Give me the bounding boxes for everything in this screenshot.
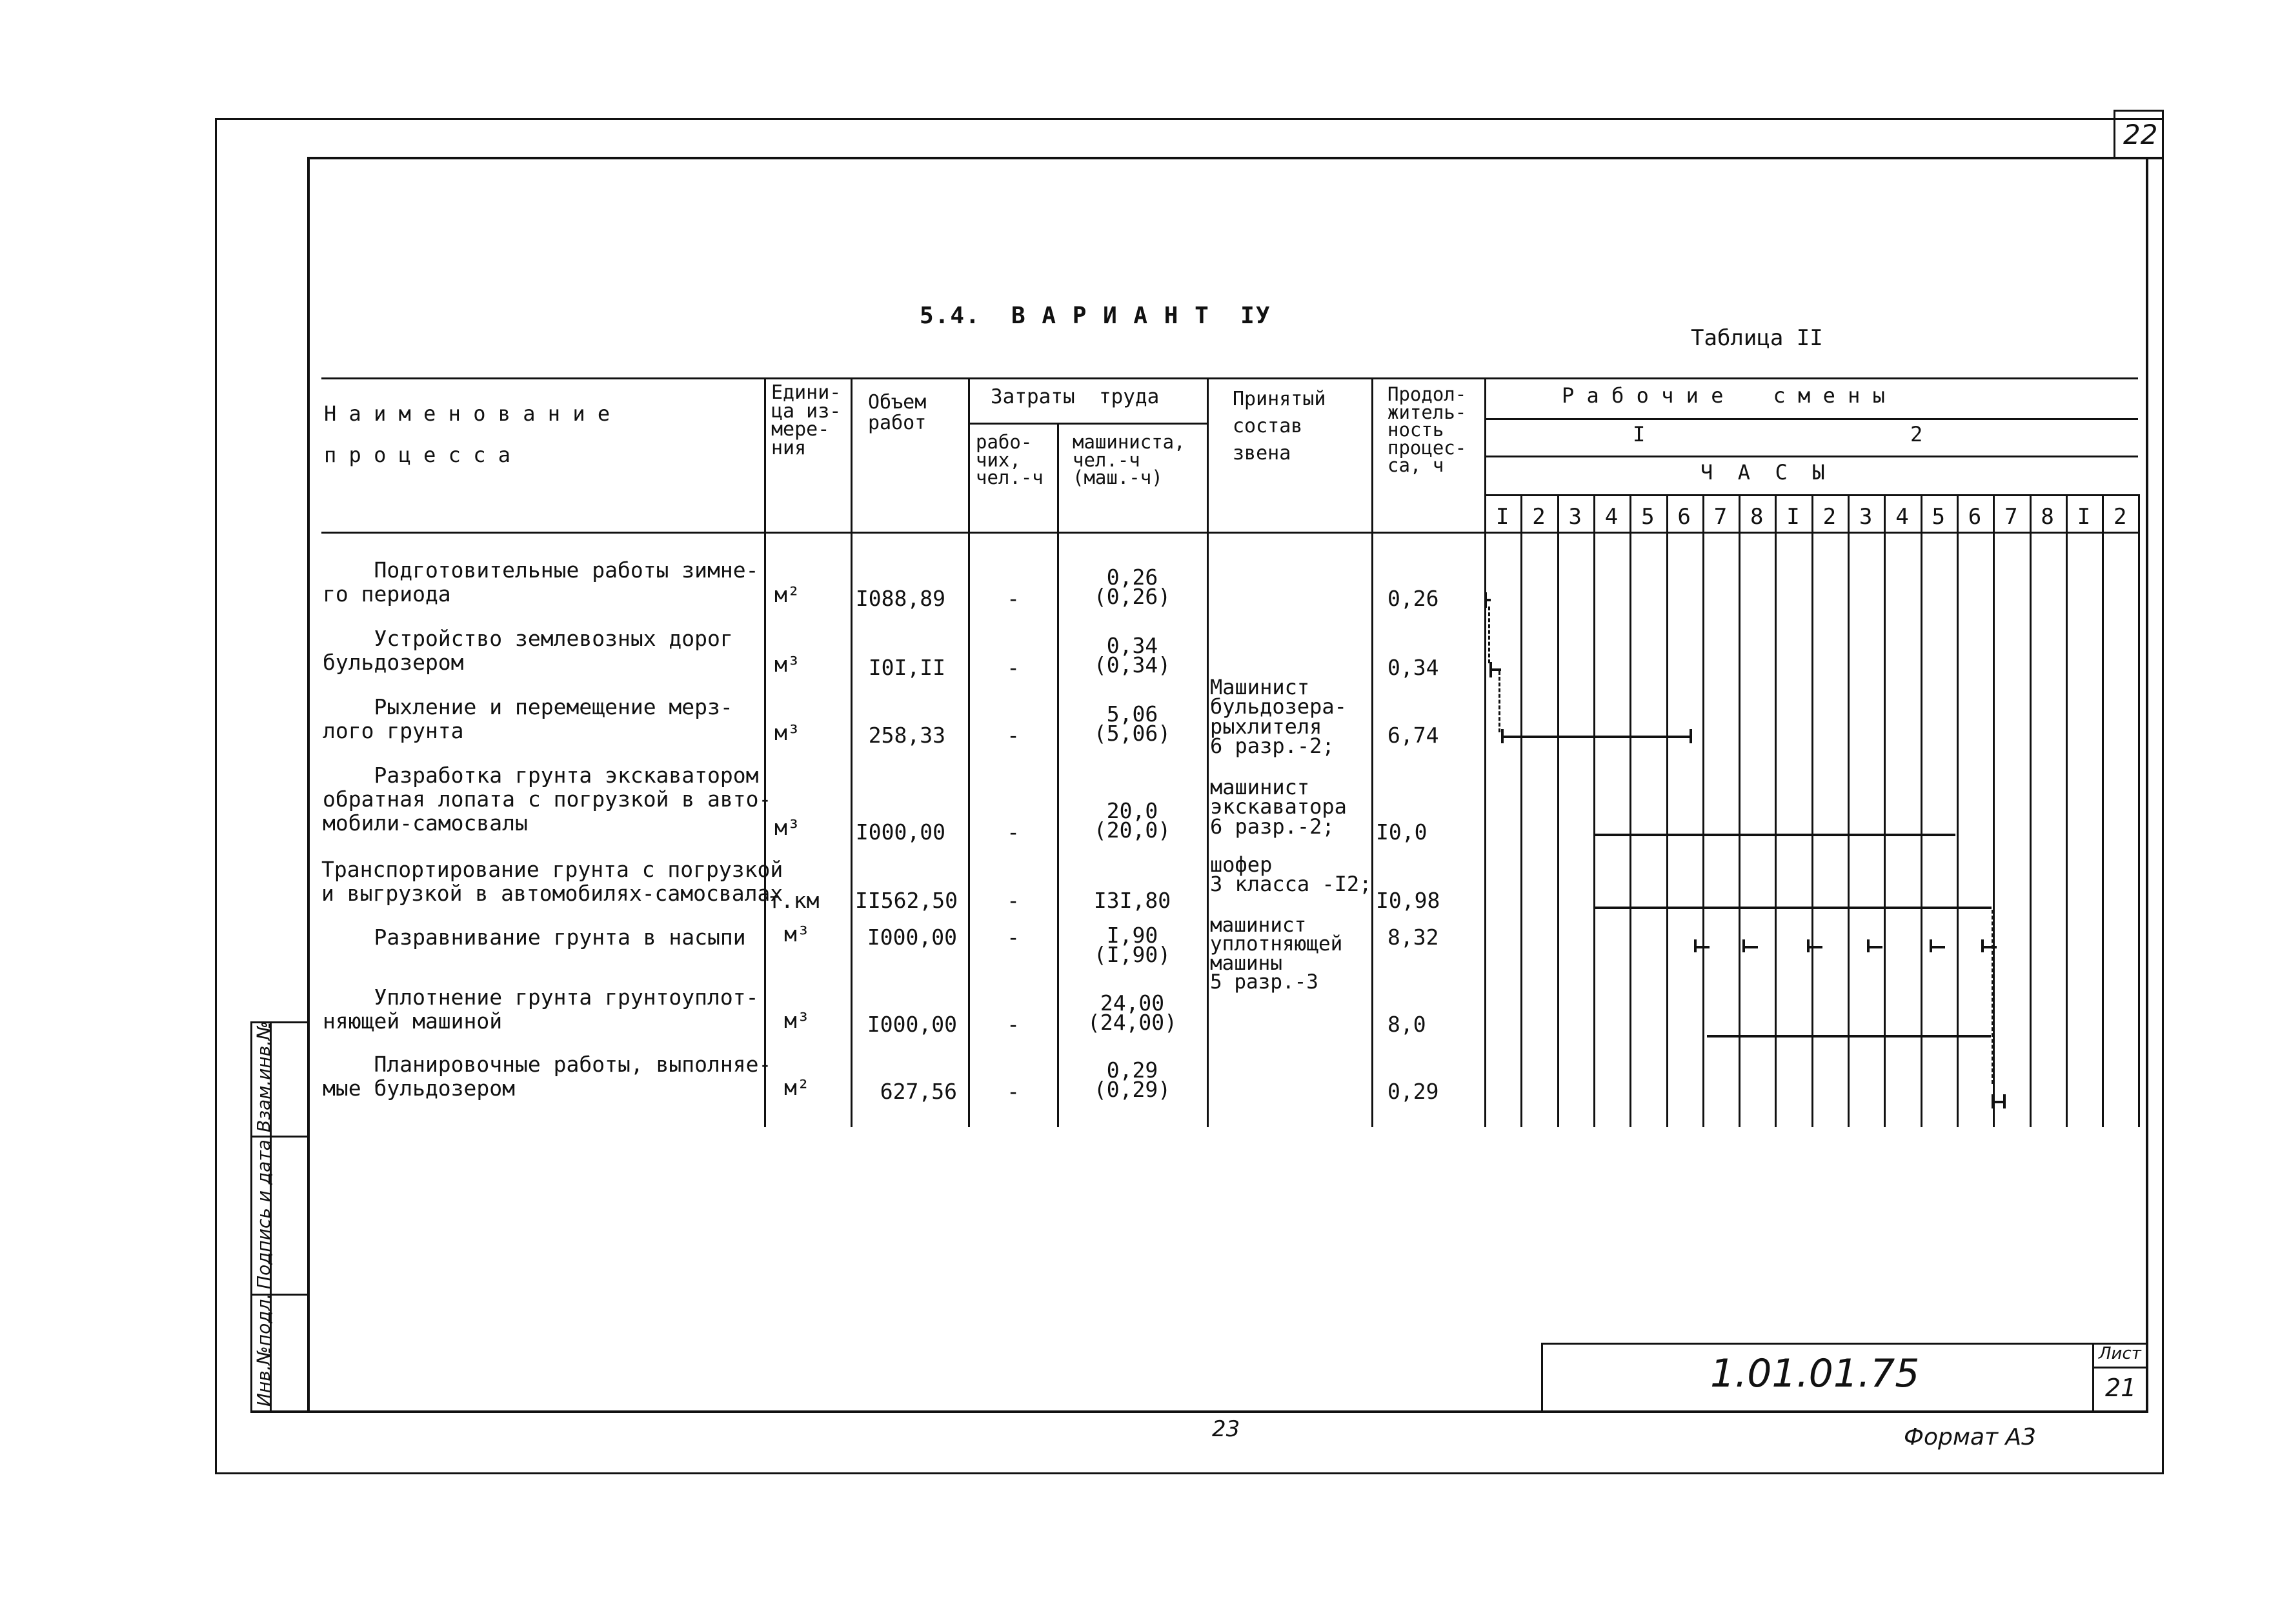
hour-grid-line: [2102, 494, 2104, 1127]
shifts-rule-2: [1486, 456, 2138, 457]
row-8-name: Планировочные работы, выполняе- мые бульдозером: [323, 1052, 772, 1101]
row-6-volume: I000,00: [867, 925, 957, 950]
row-2-workers: -: [1007, 655, 1020, 680]
gantt-link: [1488, 606, 1490, 663]
hour-number: I: [2077, 504, 2091, 530]
header-crew: Принятый состав звена: [1233, 388, 1326, 465]
gantt-tick: [1501, 729, 1504, 743]
hour-grid-line: [1811, 494, 1813, 1127]
hour-number: 2: [1532, 504, 1546, 530]
hour-grid-line: [1848, 494, 1850, 1127]
col-line-crew: [1207, 377, 1209, 1127]
row-5-duration: I0,98: [1376, 888, 1440, 913]
header-name: Н а и м е н о в а н и е п р о ц е с с а: [324, 401, 610, 467]
stamp-box-left: [1541, 1343, 1543, 1412]
stamp-box-top: [1541, 1343, 2148, 1345]
corner-box-top: [2114, 110, 2164, 112]
col-line-duration: [1371, 377, 1373, 1127]
hour-number: 8: [2041, 504, 2054, 530]
crew-note-4: машинист уплотняющей машины 5 разр.-3: [1210, 914, 1343, 994]
hour-grid-line: [1921, 494, 1922, 1127]
hour-grid-line: [1775, 494, 1777, 1127]
gantt-bar: [1594, 834, 1955, 836]
outer-frame-right: [2162, 110, 2164, 1474]
hour-grid-line: [1520, 494, 1522, 1127]
gantt-bar: [1867, 946, 1882, 948]
row-4-duration: I0,0: [1376, 819, 1428, 845]
row-3-duration: 6,74: [1387, 723, 1439, 748]
hour-grid-line: [2066, 494, 2068, 1127]
gantt-link: [1498, 671, 1500, 732]
hour-grid-line: [1739, 494, 1740, 1127]
row-7-volume: I000,00: [867, 1012, 957, 1037]
shifts-rule-1: [1486, 418, 2138, 420]
row-8-workers: -: [1007, 1079, 1020, 1104]
gantt-bar: [1930, 946, 1945, 948]
header-machinists: машиниста, чел.-ч (маш.-ч): [1073, 431, 1185, 489]
hour-number: 2: [1822, 504, 1837, 530]
header-duration: Продол- житель- ность процес- са, ч: [1387, 383, 1467, 477]
row-4-machinists: 20,0 (20,0): [1093, 798, 1171, 843]
hour-grid-line: [1666, 494, 1668, 1127]
row-6-duration: 8,32: [1387, 925, 1439, 950]
row-5-workers: -: [1007, 888, 1020, 913]
row-2-unit: м³: [774, 652, 800, 677]
hour-grid-line: [1593, 494, 1595, 1127]
inner-frame-bottom: [250, 1410, 2148, 1413]
crew-note-1: Машинист бульдозера- рыхлителя 6 разр.-2;: [1210, 675, 1347, 759]
row-8-duration: 0,29: [1387, 1079, 1439, 1104]
inner-frame-left: [307, 157, 310, 1412]
side-label-sign: Подпись и дата: [253, 1139, 274, 1289]
col-line-workers: [1057, 423, 1059, 1127]
hour-number: 4: [1604, 504, 1619, 530]
row-8-unit: м²: [784, 1075, 810, 1100]
gantt-bar: [1484, 599, 1491, 601]
row-5-volume: II562,50: [855, 888, 958, 913]
col-line-gantt: [1484, 377, 1486, 1127]
hour-number: I: [1495, 504, 1509, 530]
hour-number: 7: [2004, 504, 2018, 530]
header-labor: Затраты труда: [991, 385, 1160, 408]
gantt-bar: [1594, 907, 1992, 909]
header-shift-2: 2: [1910, 422, 1923, 446]
hour-number: 5: [1932, 504, 1945, 530]
row-1-workers: -: [1007, 586, 1020, 611]
gantt-bar: [1501, 736, 1691, 738]
row-4-name: Разработка грунта экскаватором обратная лопата с погрузкой в авто- мобили-самосвалы: [323, 763, 772, 836]
row-6-unit: м³: [784, 921, 810, 947]
col-line-volume: [851, 377, 852, 1127]
gantt-bar: [1694, 946, 1710, 948]
hour-number: 6: [1968, 504, 1982, 530]
hour-number: 4: [1895, 504, 1909, 530]
hour-grid-line: [1884, 494, 1886, 1127]
page-bottom-number: 23: [1212, 1416, 1240, 1442]
stamp-sheet-label: Лист: [2099, 1344, 2141, 1363]
corner-box-left: [2114, 110, 2115, 158]
row-7-duration: 8,0: [1387, 1012, 1426, 1037]
inner-frame-right: [2146, 157, 2148, 1413]
stamp-doc-number: 1.01.01.75: [1710, 1351, 1920, 1396]
row-6-machinists: I,90 (I,90): [1093, 923, 1171, 967]
row-1-unit: м²: [774, 582, 800, 607]
row-4-volume: I000,00: [855, 819, 945, 845]
gantt-tick: [1690, 729, 1692, 743]
row-7-name: Уплотнение грунта грунтоуплот- няющей машиной: [323, 985, 759, 1034]
row-1-name: Подготовительные работы зимне- го периода: [323, 557, 759, 606]
row-3-unit: м³: [774, 720, 800, 745]
gantt-bar: [1981, 946, 1997, 948]
gantt-bar: [1707, 1035, 1991, 1038]
row-8-volume: 627,56: [880, 1079, 957, 1104]
row-8-machinists: 0,29 (0,29): [1093, 1058, 1171, 1102]
row-3-workers: -: [1007, 723, 1020, 748]
row-2-volume: I0I,II: [868, 655, 945, 680]
header-workers: рабо- чих, чел.-ч: [976, 431, 1044, 489]
row-7-unit: м³: [784, 1008, 810, 1033]
row-5-name: Транспортирование грунта с погрузкой и выгрузкой в автомобилях-самосвалах: [321, 857, 783, 906]
hour-grid-line: [1557, 494, 1559, 1127]
gantt-tick: [1992, 1094, 1994, 1108]
crew-note-3: шофер 3 класса -I2;: [1210, 852, 1372, 897]
hour-number: 3: [1859, 504, 1873, 530]
side-stamp-div1: [250, 1136, 308, 1138]
outer-frame-bottom: [215, 1472, 2164, 1474]
side-label-inv: Инв.№подл.: [253, 1293, 274, 1407]
hour-number: 3: [1568, 504, 1582, 530]
row-5-unit: т.км: [768, 888, 820, 913]
crew-note-2: машинист экскаватора 6 разр.-2;: [1210, 775, 1347, 839]
row-7-workers: -: [1007, 1012, 1020, 1037]
header-volume: Объем работ: [868, 391, 927, 434]
hour-grid-line: [2030, 494, 2032, 1127]
corner-page-number: 22: [2123, 119, 2158, 150]
hour-number: 6: [1677, 504, 1691, 530]
gantt-bar: [1742, 946, 1758, 948]
outer-frame-left: [215, 118, 217, 1474]
header-shift-1: I: [1633, 422, 1646, 446]
row-3-volume: 258,33: [868, 723, 945, 748]
header-hours: Ч А С Ы: [1700, 460, 1825, 485]
row-3-name: Рыхление и перемещение мерз- лого грунта: [323, 694, 733, 743]
gantt-bar: [1807, 946, 1822, 948]
row-1-volume: I088,89: [855, 586, 945, 611]
inner-frame-top: [307, 157, 2164, 159]
gantt-link: [1992, 910, 1993, 1084]
hour-number: I: [1786, 504, 1800, 530]
header-unit: Едини- ца из- мере- ния: [771, 381, 842, 459]
stamp-sheet-hrule: [2092, 1367, 2148, 1368]
side-label-vzam: Взам.инв.№: [253, 1021, 274, 1132]
hour-number: 8: [1750, 504, 1764, 530]
hour-grid-line: [1629, 494, 1631, 1127]
stamp-sheet-divider: [2092, 1343, 2094, 1412]
outer-frame-top: [215, 118, 2164, 120]
format-label: Формат А3: [1904, 1424, 2037, 1450]
row-6-workers: -: [1007, 925, 1020, 950]
side-stamp-left: [250, 1021, 252, 1412]
row-3-machinists: 5,06 (5,06): [1093, 701, 1171, 746]
col-line-labor: [968, 377, 970, 1127]
row-1-machinists: 0,26 (0,26): [1093, 565, 1171, 609]
table-top-rule: [321, 377, 2138, 379]
stamp-sheet-number: 21: [2105, 1374, 2137, 1402]
row-5-machinists: I3I,80: [1093, 888, 1171, 913]
row-6-name: Разравнивание грунта в насыпи: [323, 925, 746, 950]
hour-grid-line: [1702, 494, 1704, 1127]
row-7-machinists: 24,00 (24,00): [1087, 990, 1178, 1035]
row-2-duration: 0,34: [1387, 655, 1439, 680]
row-2-name: Устройство землевозных дорог бульдозером: [323, 626, 733, 675]
page-title: 5.4. В А Р И А Н Т IУ: [920, 303, 1271, 329]
hour-number: 5: [1641, 504, 1655, 530]
row-2-machinists: 0,34 (0,34): [1093, 633, 1171, 677]
header-shifts: Р а б о ч и е с м е н ы: [1562, 383, 1885, 408]
hour-grid-line: [2138, 494, 2140, 1127]
row-1-duration: 0,26: [1387, 586, 1439, 611]
row-4-workers: -: [1007, 819, 1020, 845]
row-4-unit: м³: [774, 815, 800, 840]
hour-number: 7: [1713, 504, 1728, 530]
gantt-tick: [2003, 1094, 2006, 1108]
hour-grid-line: [1957, 494, 1959, 1127]
hour-number: 2: [2114, 504, 2127, 530]
table-label: Таблица II: [1691, 325, 1823, 351]
col-line-unit: [764, 377, 766, 1127]
labor-subheader-rule: [969, 423, 1208, 425]
